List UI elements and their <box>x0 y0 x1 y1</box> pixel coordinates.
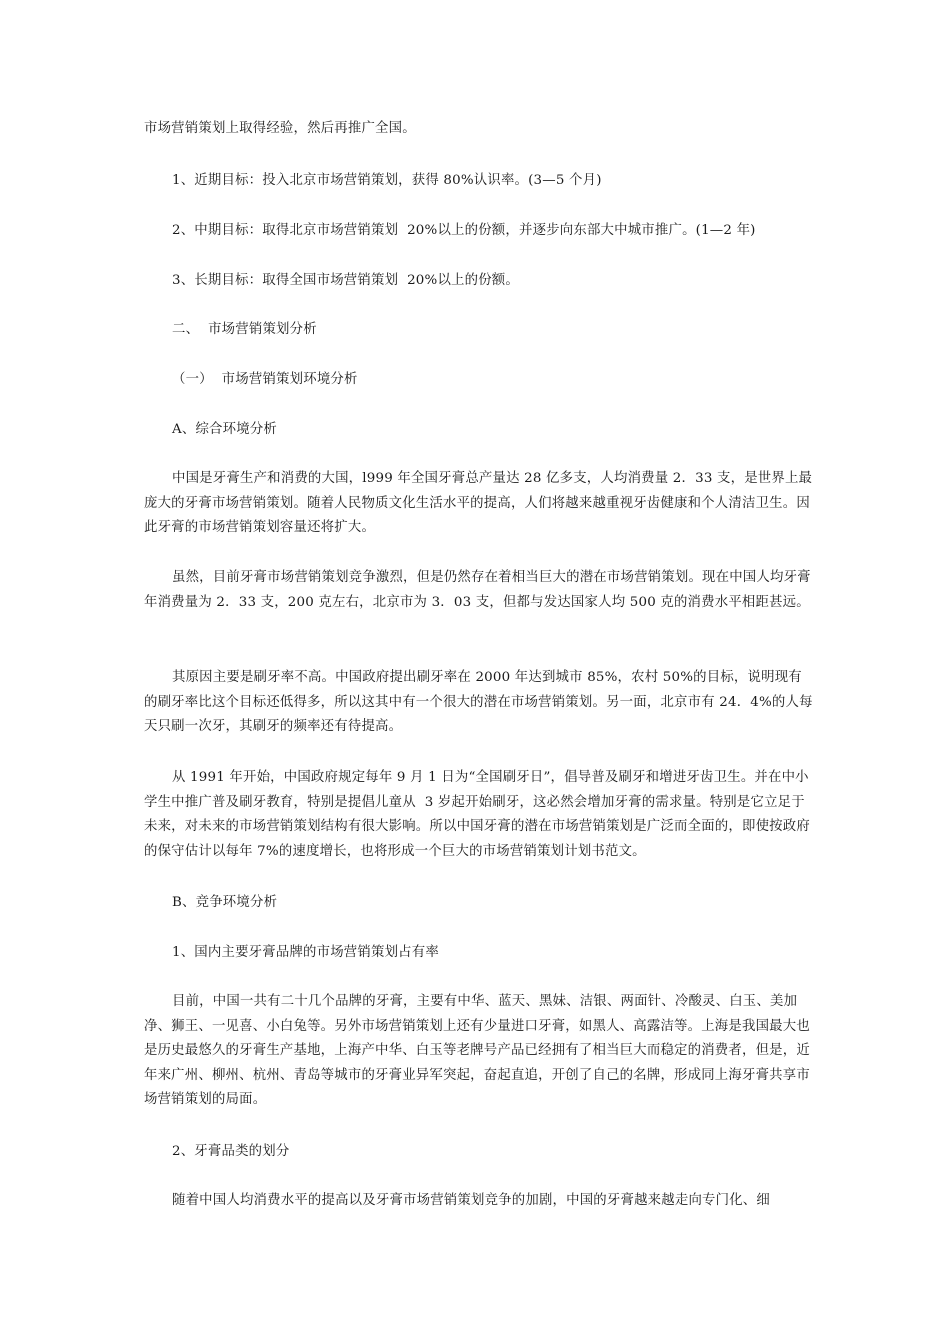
paragraph-general-2: 虽然，目前牙膏市场营销策划竞争激烈，但是仍然存在着相当巨大的潜在市场营销策划。现在中国人均牙膏年消费量为 2．33 支，200 克左右，北京市为 3．03 支，但都与发达国家人均 500 克的消费水平相距甚远。 <box>144 570 811 610</box>
section-heading-market-analysis: 二、 市场营销策划分析 <box>172 322 317 337</box>
goal-mid-term: 2、中期目标：取得北京市场营销策划 20%以上的份额，并逐步向东部大中城市推广。(1—2 年) <box>172 223 756 238</box>
subheading-market-share: 1、国内主要牙膏品牌的市场营销策划占有率 <box>172 945 439 960</box>
paragraph-general-1: 中国是牙膏生产和消费的大国，l999 年全国牙膏总产量达 28 亿多支，人均消费量 2．33 支，是世界上最庞大的牙膏市场营销策划。随着人民物质文化生活水平的提高，人们将越来越重视牙齿健康和个人清洁卫生。因此牙膏的市场营销策划容量还将扩大。 <box>144 471 813 535</box>
paragraph-categories: 随着中国人均消费水平的提高以及牙膏市场营销策划竞争的加剧，中国的牙膏越来越走向专门化、细 <box>172 1193 770 1208</box>
subheading-categories: 2、牙膏品类的划分 <box>172 1144 290 1159</box>
intro-paragraph: 市场营销策划上取得经验，然后再推广全国。 <box>144 121 416 136</box>
goal-short-term: 1、近期目标：投入北京市场营销策划，获得 80%认识率。(3—5 个月) <box>172 173 602 188</box>
paragraph-brands: 目前，中国一共有二十几个品牌的牙膏，主要有中华、蓝天、黑妹、洁银、两面针、冷酸灵、白玉、美加净、狮王、一见喜、小白兔等。另外市场营销策划上还有少量进口牙膏，如黑人、高露洁等。上海是我国最大也是历史最悠久的牙膏生产基地，上海产中华、白玉等老牌号产品已经拥有了相当巨大而稳定的消费者，但是，近年来广州、柳州、杭州、青岛等城市的牙膏业异军突起，奋起直追，开创了自己的名牌，形成同上海牙膏共享市场营销策划的局面。 <box>144 994 810 1107</box>
subsection-heading-environment: （一） 市场营销策划环境分析 <box>172 372 358 387</box>
goal-long-term: 3、长期目标：取得全国市场营销策划 20%以上的份额。 <box>172 273 519 288</box>
paragraph-general-4: 从 1991 年开始，中国政府规定每年 9 月 1 日为“全国刷牙日”，倡导普及刷牙和增进牙齿卫生。并在中小学生中推广普及刷牙教育，特别是提倡儿童从 3 岁起开始刷牙，这必然会增加牙膏的需求量。特别是它立足于未来，对未来的市场营销策划结构有很大影响。所以中国牙膏的潜在市场营销策划是广泛而全面的，即使按政府的保守估计以每年 7%的速度增长，也将形成一个巨大的市场营销策划计划书范文。 <box>144 770 810 859</box>
paragraph-general-3: 其原因主要是刷牙率不高。中国政府提出刷牙率在 2000 年达到城市 85%，农村 50%的目标，说明现有的刷牙率比这个目标还低得多，所以这其中有一个很大的潜在市场营销策划。另一面，北京市有 24．4%的人每天只刷一次牙，其刷牙的频率还有待提高。 <box>144 670 813 734</box>
subheading-general-environment: A、综合环境分析 <box>172 422 278 437</box>
subheading-competition: B、竞争环境分析 <box>172 895 278 910</box>
